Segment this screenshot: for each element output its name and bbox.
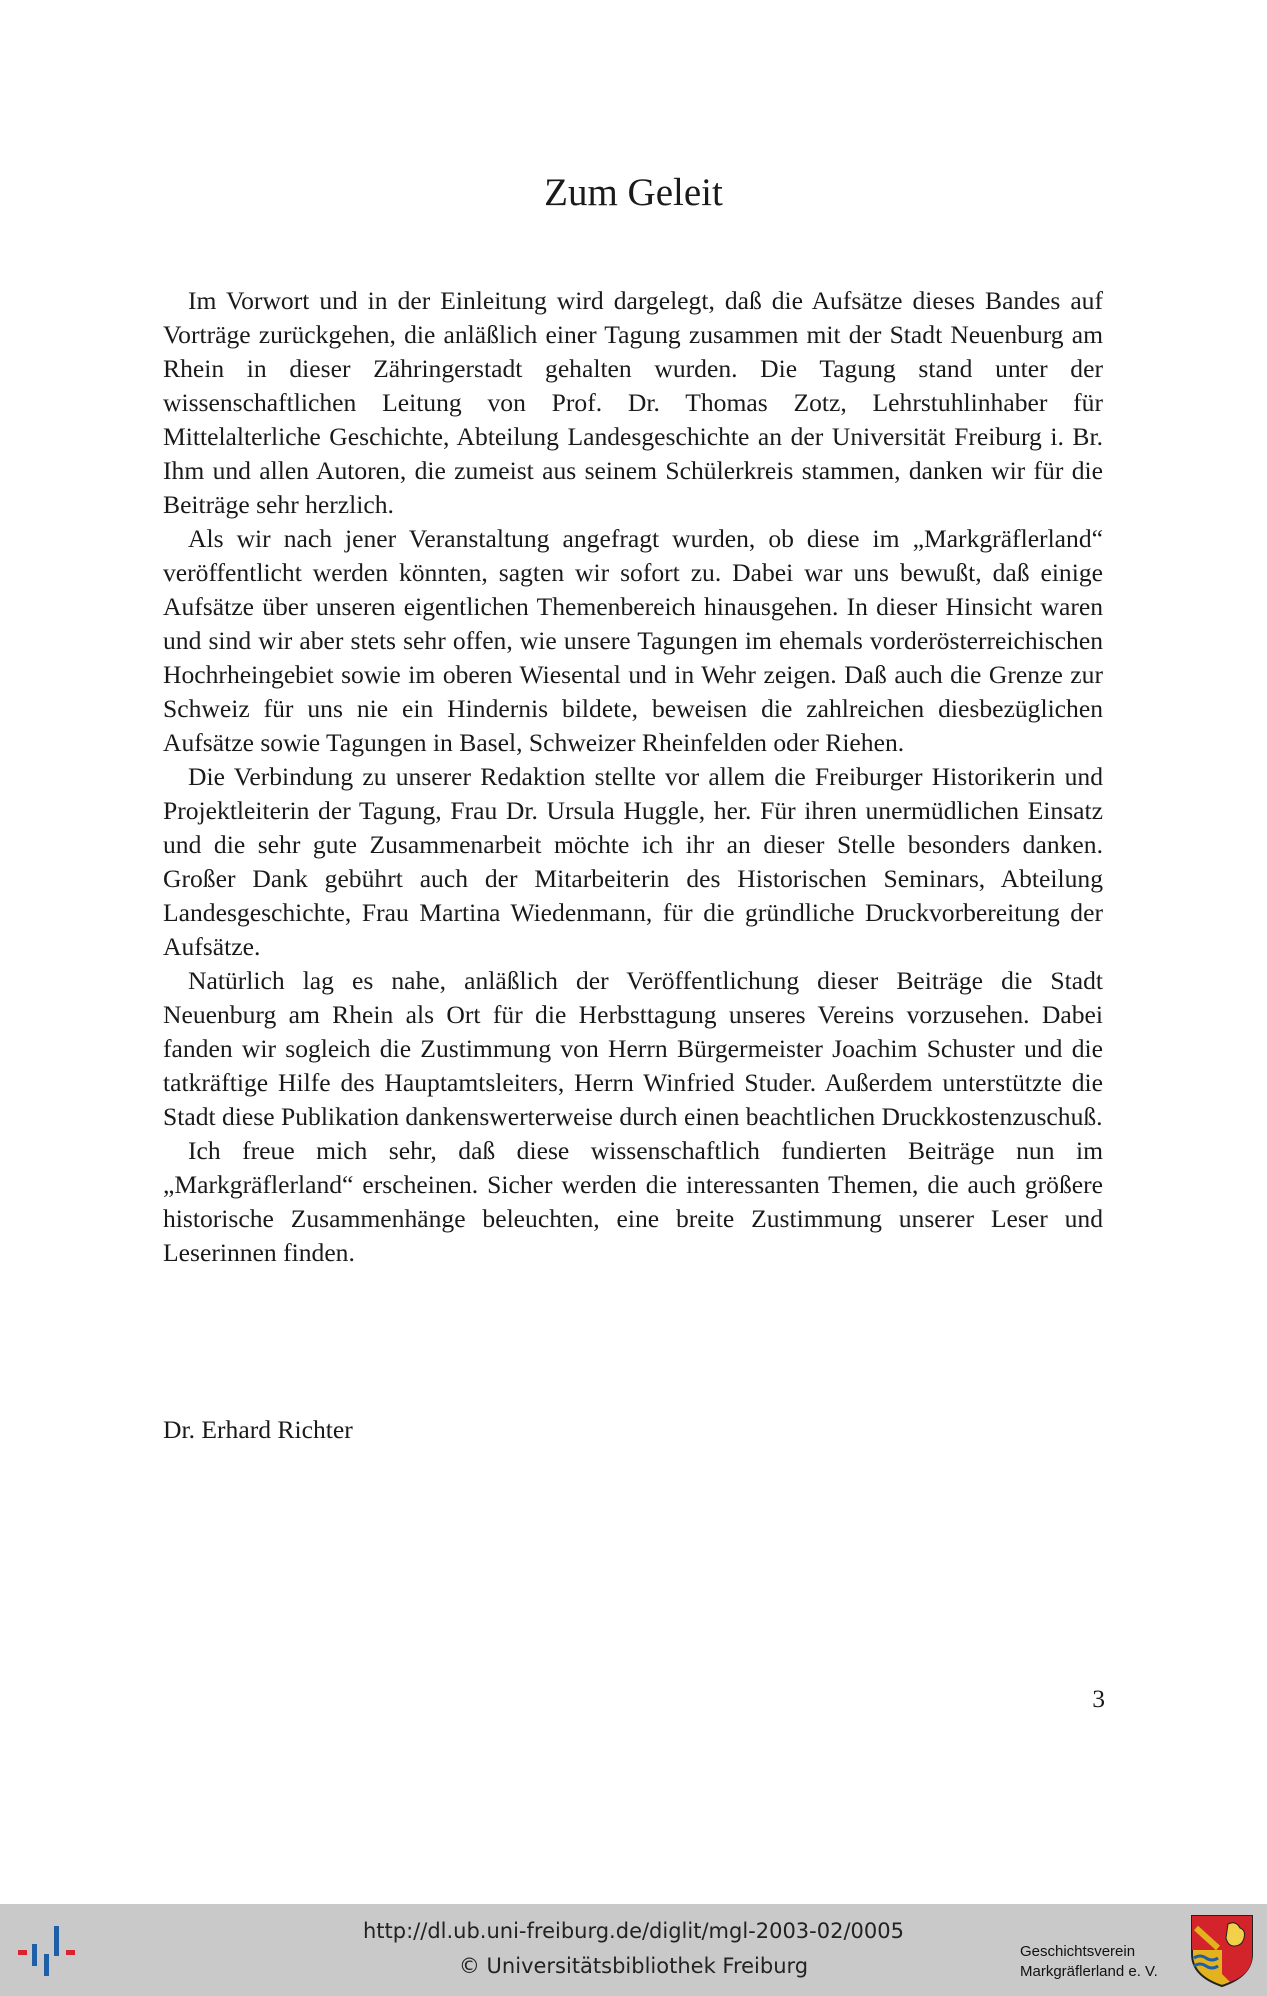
footer-bar — [0, 1904, 1267, 1996]
body-text — [163, 284, 1103, 1270]
source-url-link[interactable]: http://dl.ub.uni-freiburg.de/diglit/mgl-2003-02/0005 — [362, 1919, 904, 1943]
author-signature: Dr. Erhard Richter — [163, 1415, 353, 1444]
society-name-line: Markgräflerland e. V. — [1020, 1963, 1158, 1980]
page-number: 3 — [1092, 1684, 1105, 1713]
paragraph: Die Verbindung zu unserer Redaktion stellte vor allem die Freiburger Historikerin und Projektleiterin der Tagung, Frau Dr. Ursula Huggle, her. Für ihren unermüdlichen Einsatz und die sehr gute Zusammenarbeit möchte ich ihr an dieser Stelle besonders danken. Großer Dank gebührt auch der Mitarbeiterin des Historischen Seminars, Abteilung Landesgeschichte, Frau Martina Wiedenmann, für die gründliche Druckvorbereitung der Aufsätze. — [163, 762, 1103, 961]
paragraph: Natürlich lag es nahe, anläßlich der Veröffentlichung dieser Beiträge die Stadt Neuenburg am Rhein als Ort für die Herbsttagung unseres Vereins vorzusehen. Dabei fanden wir sogleich die Zustimmung von Herrn Bürgermeister Joachim Schuster und die tatkräftige Hilfe des Hauptamtsleiters, Herrn Winfried Studer. Außerdem unterstützte die Stadt diese Publikation dankenswerterweise durch einen beachtlichen Druckkostenzuschuß. — [163, 966, 1103, 1131]
paragraph: Im Vorwort und in der Einleitung wird dargelegt, daß die Aufsätze dieses Bandes auf Vorträge zurückgehen, die anläßlich einer Tagung zusammen mit der Stadt Neuenburg am Rhein in dieser Zähringerstadt gehalten wurden. Die Tagung stand unter der wissenschaftlichen Leitung von Prof. Dr. Thomas Zotz, Lehrstuhlinhaber für Mittelalterliche Geschichte, Abteilung Landesgeschichte an der Universität Freiburg i. Br. Ihm und allen Autoren, die zumeist aus seinem Schülerkreis stammen, danken wir für die Beiträge sehr herzlich. — [163, 286, 1103, 519]
society-name — [1020, 1942, 1158, 1982]
page-title: Zum Geleit — [544, 171, 723, 214]
copyright-text: © Universitätsbibliothek Freiburg — [458, 1954, 809, 1978]
society-name-line: Geschichtsverein — [1020, 1943, 1136, 1960]
paragraph: Als wir nach jener Veranstaltung angefragt wurden, ob diese im „Markgräflerland“ veröffentlicht werden könnten, sagten wir sofort zu. Dabei war uns bewußt, daß einige Aufsätze über unseren eigentlichen Themenbereich hinausgehen. In dieser Hinsicht waren und sind wir aber stets sehr offen, wie unsere Tagungen im ehemals vorderösterreichischen Hochrheingebiet sowie im oberen Wiesental und in Wehr zeigen. Daß auch die Grenze zur Schweiz für uns nie ein Hindernis bildete, beweisen die zahlreichen diesbezüglichen Aufsätze sowie Tagungen in Basel, Schweizer Rheinfelden oder Riehen. — [163, 524, 1103, 757]
paragraph: Ich freue mich sehr, daß diese wissenschaftlich fundierten Beiträge nun im „Markgräflerland“ erscheinen. Sicher werden die interessanten Themen, die auch größere historische Zusammenhänge beleuchten, eine breite Zustimmung unserer Leser und Leserinnen finden. — [163, 1136, 1103, 1267]
coat-of-arms-icon — [1190, 1914, 1254, 1988]
